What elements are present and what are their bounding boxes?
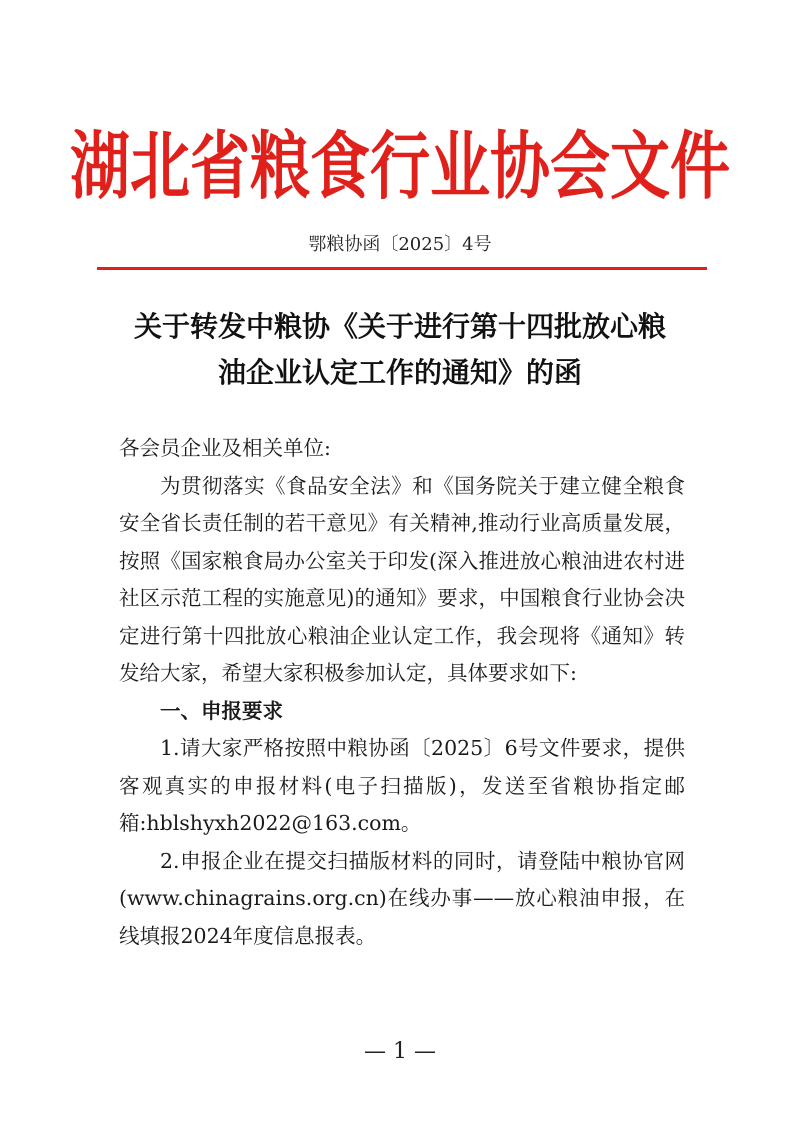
intro-paragraph: 为贯彻落实《食品安全法》和《国务院关于建立健全粮食安全省长责任制的若干意见》有关精神,推动行业高质量发展，按照《国家粮食局办公室关于印发(深入推进放心粮油进农村进社区示范工程的实施意见)的通知》要求，中国粮食行业协会决定进行第十四批放心粮油企业认定工作，我会现将《通知》转发给大家，希望大家积极参加认定，具体要求如下: [119,473,685,685]
section-heading-1: 一、申报要求 [160,698,283,723]
salutation: 各会员企业及相关单位: [119,436,331,460]
requirement-item-2: 2.申报企业在提交扫描版材料的同时，请登陆中粮协官网(www.chinagrains.org.cn)在线办事——放心粮油申报，在线填报2024年度信息报表。 [119,848,685,948]
requirement-item-1: 1.请大家严格按照中粮协函〔2025〕6号文件要求，提供客观真实的申报材料(电子扫描版)，发送至省粮协指定邮箱:hblshyxh2022@163.com。 [119,736,685,835]
document-title-line-1: 关于转发中粮协《关于进行第十四批放心粮 [133,310,666,343]
document-body [119,430,685,955]
document-number: 鄂粮协函〔2025〕4号 [308,234,492,255]
masthead-title: 湖北省粮食行业协会文件 [70,124,730,210]
document-title [100,304,700,396]
document-title-line-2: 油企业认定工作的通知》的函 [217,356,582,389]
page-number: — 1 — [364,1039,436,1064]
red-divider-line [97,267,707,270]
